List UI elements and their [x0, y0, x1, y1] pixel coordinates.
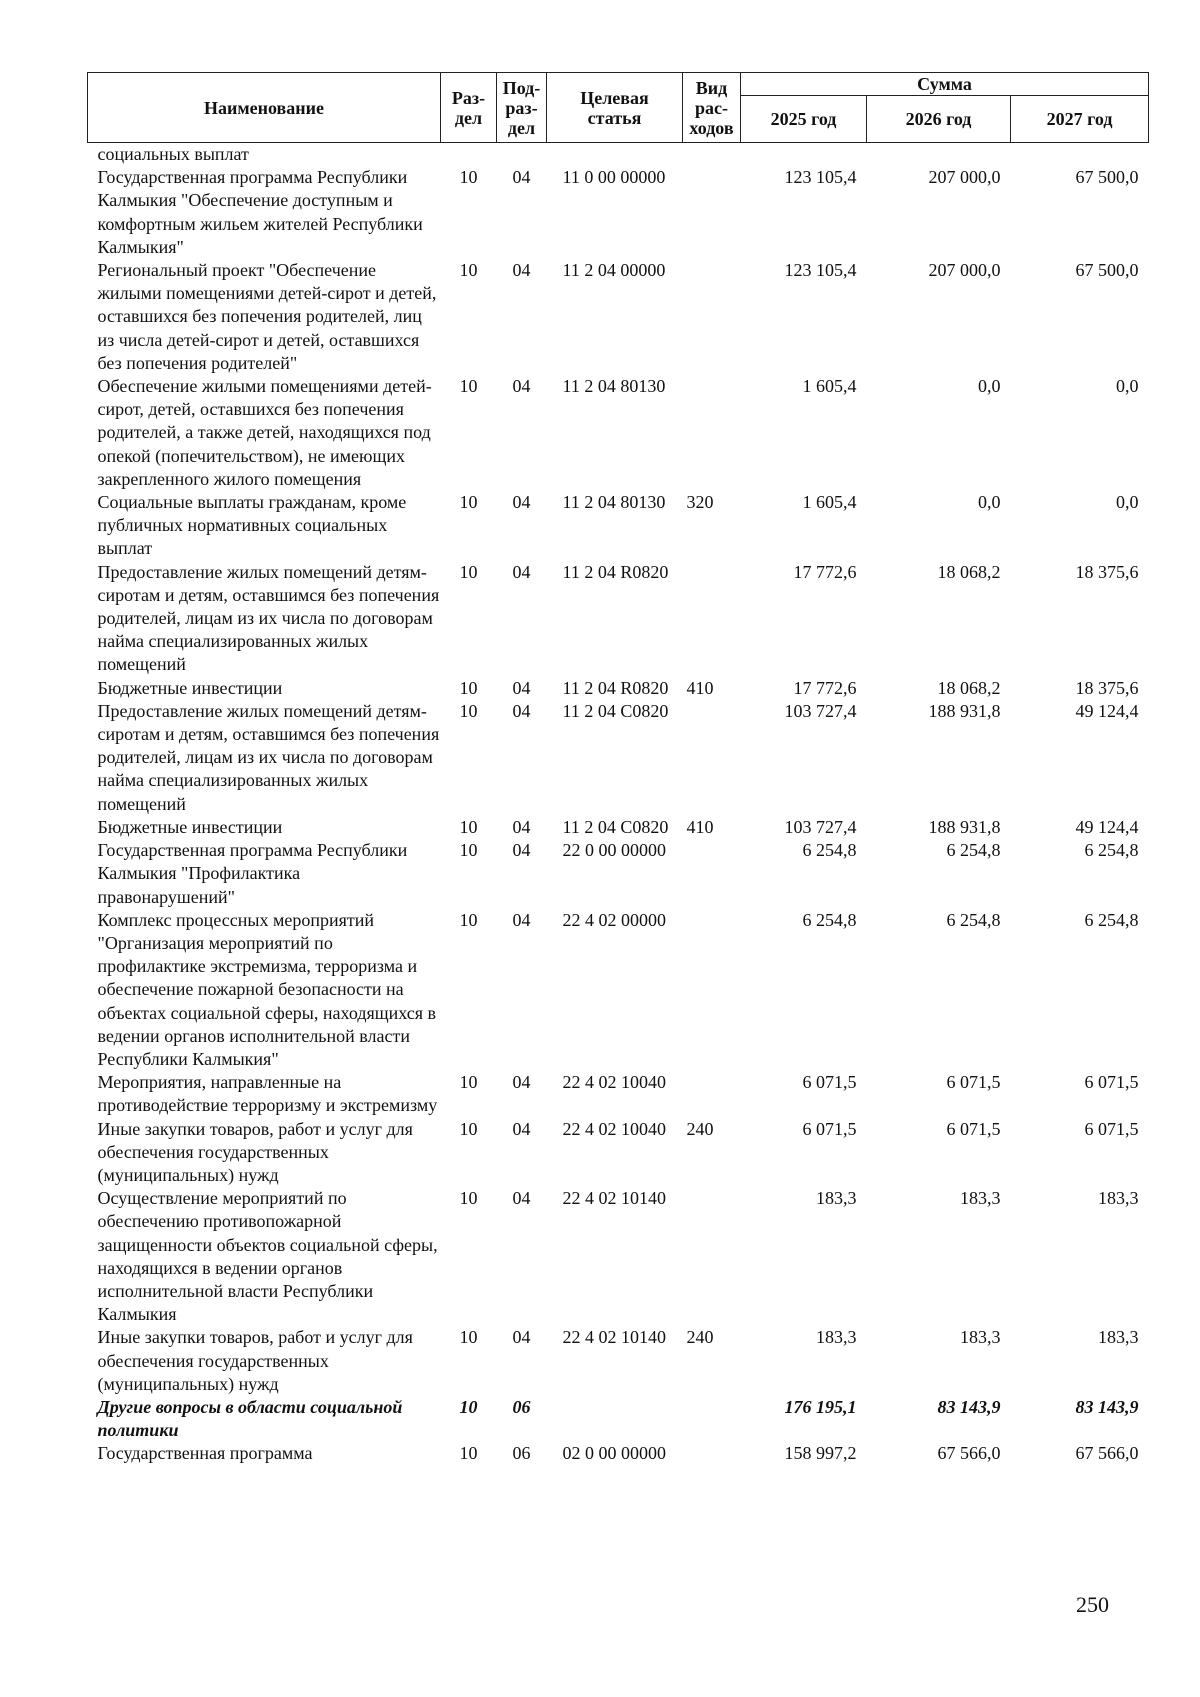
cell-name: Комплекс процессных мероприятий "Организация мероприятий по профилактике экстремизма, терроризма и обеспечение пожарной безопасности на объектах социальной сферы, находящихся в ведении органов исполнительной власти Республики Калмыкия": [97, 909, 437, 1069]
cell-razdel: 10: [459, 561, 478, 582]
cell-celevaya: 22 0 00 00000: [562, 840, 666, 861]
cell-razdel: 10: [459, 840, 478, 861]
cell-razdel: [441, 143, 497, 167]
cell-name: Иные закупки товаров, работ и услуг для обеспечения государственных (муниципальных) нужд: [97, 1118, 413, 1185]
cell-razdel: 10: [459, 167, 478, 188]
cell-podrazdel: 04: [512, 840, 531, 861]
cell-name: Социальные выплаты гражданам, кроме публичных нормативных социальных выплат: [97, 492, 407, 559]
cell-vid: [683, 839, 741, 909]
cell-celevaya: 11 2 04 80130: [562, 376, 666, 397]
cell-vid: [683, 561, 741, 677]
cell-sum-2026: 6 254,8: [946, 840, 1001, 861]
cell-podrazdel: 04: [512, 677, 531, 698]
cell-podrazdel: 06: [512, 1443, 531, 1464]
cell-sum-2026: 188 931,8: [928, 816, 1001, 837]
cell-sum-2026: 6 071,5: [946, 1118, 1001, 1139]
cell-podrazdel: 04: [512, 1118, 531, 1139]
cell-podrazdel: 04: [512, 1188, 531, 1209]
cell-name: Государственная программа: [97, 1443, 313, 1464]
budget-table: [87, 72, 1149, 1466]
cell-podrazdel: 04: [512, 816, 531, 837]
cell-sum-2025: 1 605,4: [802, 376, 857, 397]
cell-sum-2027: 67 566,0: [1075, 1443, 1139, 1464]
cell-sum-2025: 6 254,8: [802, 840, 857, 861]
table-row: [88, 491, 1149, 561]
cell-name: Бюджетные инвестиции: [97, 816, 283, 837]
cell-podrazdel: 04: [512, 909, 531, 930]
cell-sum-2025: 6 071,5: [802, 1072, 857, 1093]
cell-sum-2026: 0,0: [978, 492, 1001, 513]
cell-sum-2025: 17 772,6: [793, 677, 857, 698]
cell-sum-2027: 67 500,0: [1075, 167, 1139, 188]
header-name: Наименование: [88, 73, 441, 143]
cell-razdel: 10: [459, 1327, 478, 1348]
cell-name: Предоставление жилых помещений детям-сиротам и детям, оставшимся без попечения родителей, лицам из их числа по договорам найма специализированных жилых помещений: [97, 700, 440, 814]
cell-podrazdel: 04: [512, 1072, 531, 1093]
cell-sum-2027: 18 375,6: [1075, 677, 1139, 698]
cell-celevaya: 22 4 02 10140: [562, 1188, 666, 1209]
cell-vid: 320: [686, 492, 714, 513]
cell-celevaya: 22 4 02 00000: [562, 909, 666, 930]
cell-sum-2026: 0,0: [978, 376, 1001, 397]
table-row: [88, 816, 1149, 839]
cell-sum-2025: 176 195,1: [784, 1396, 857, 1417]
header-year-2026: 2026 год: [867, 96, 1011, 143]
cell-sum-2026: 18 068,2: [937, 561, 1001, 582]
cell-sum-2025: 103 727,4: [784, 816, 857, 837]
cell-sum-2026: 67 566,0: [937, 1443, 1001, 1464]
table-row: [88, 1118, 1149, 1188]
header-summa: Сумма: [741, 73, 1149, 96]
cell-podrazdel: 04: [512, 376, 531, 397]
cell-sum-2026: 83 143,9: [937, 1396, 1001, 1417]
page-number: 250: [1076, 1592, 1109, 1617]
cell-celevaya: 02 0 00 00000: [562, 1443, 666, 1464]
table-row: [88, 677, 1149, 700]
cell-sum-2027: 183,3: [1098, 1327, 1139, 1348]
cell-razdel: 10: [459, 260, 478, 281]
header-vid: Вид рас- ходов: [683, 73, 741, 143]
cell-sum-2025: 183,3: [816, 1188, 857, 1209]
cell-vid: [683, 1396, 741, 1442]
table-row: [88, 909, 1149, 1071]
cell-celevaya: 22 4 02 10040: [562, 1072, 666, 1093]
table-header: [88, 73, 1149, 143]
cell-name: Бюджетные инвестиции: [97, 677, 283, 698]
cell-sum-2027: 18 375,6: [1075, 561, 1139, 582]
cell-podrazdel: 04: [512, 167, 531, 188]
table-row: [88, 375, 1149, 491]
table-row: [88, 1071, 1149, 1117]
cell-sum-2025: 17 772,6: [793, 561, 857, 582]
cell-razdel: 10: [459, 909, 478, 930]
cell-sum-2026: [867, 143, 1011, 167]
cell-celevaya: 22 4 02 10040: [562, 1118, 666, 1139]
cell-sum-2025: 183,3: [816, 1327, 857, 1348]
cell-sum-2026: 188 931,8: [928, 700, 1001, 721]
cell-sum-2027: 49 124,4: [1075, 816, 1139, 837]
cell-sum-2025: 6 254,8: [802, 909, 857, 930]
cell-vid: [683, 909, 741, 1071]
table-row: [88, 839, 1149, 909]
table-row: [88, 700, 1149, 816]
cell-vid: 240: [686, 1118, 714, 1139]
cell-sum-2025: 123 105,4: [784, 167, 857, 188]
cell-name: Другие вопросы в области социальной политики: [97, 1396, 403, 1441]
cell-vid: [683, 1442, 741, 1465]
header-year-2027: 2027 год: [1011, 96, 1149, 143]
cell-name: Государственная программа Республики Калмыкия "Обеспечение доступным и комфортным жильем жителей Республики Калмыкия": [97, 167, 423, 257]
cell-podrazdel: [497, 143, 547, 167]
cell-razdel: 10: [459, 492, 478, 513]
cell-sum-2026: 6 254,8: [946, 909, 1001, 930]
cell-sum-2025: 103 727,4: [784, 700, 857, 721]
cell-sum-2027: 0,0: [1116, 376, 1139, 397]
cell-sum-2026: 6 071,5: [946, 1072, 1001, 1093]
cell-vid: 240: [686, 1327, 714, 1348]
cell-podrazdel: 04: [512, 492, 531, 513]
cell-razdel: 10: [459, 1443, 478, 1464]
cell-name: Обеспечение жилыми помещениями детей-сирот, детей, оставшихся без попечения родителей, а также детей, находящихся под опекой (попечительством), не имеющих закрепленного жилого помещения: [97, 376, 432, 489]
cell-razdel: 10: [459, 816, 478, 837]
cell-vid: [683, 1187, 741, 1326]
cell-sum-2025: 1 605,4: [802, 492, 857, 513]
cell-celevaya: 11 2 04 80130: [562, 492, 666, 513]
cell-name: Осуществление мероприятий по обеспечению противопожарной защищенности объектов социальной сферы, находящихся в ведении органов исполнительной власти Республики Калмыкия: [97, 1188, 438, 1325]
table-row: [88, 561, 1149, 677]
cell-sum-2026: 183,3: [960, 1188, 1001, 1209]
cell-razdel: 10: [459, 1118, 478, 1139]
cell-vid: [683, 259, 741, 375]
cell-sum-2027: 6 254,8: [1084, 840, 1139, 861]
cell-sum-2026: 207 000,0: [928, 260, 1001, 281]
header-podrazdel: Под- раз- дел: [497, 73, 547, 143]
cell-sum-2027: 83 143,9: [1075, 1396, 1139, 1417]
cell-vid: [683, 375, 741, 491]
cell-celevaya: [547, 1396, 683, 1442]
cell-sum-2026: 207 000,0: [928, 167, 1001, 188]
table-row: [88, 259, 1149, 375]
table-row: [88, 1396, 1149, 1442]
cell-vid: 410: [686, 677, 714, 698]
cell-sum-2027: 6 071,5: [1084, 1118, 1139, 1139]
cell-celevaya: 11 2 04 С0820: [562, 700, 669, 721]
header-razdel: Раз- дел: [441, 73, 497, 143]
cell-razdel: 10: [459, 700, 478, 721]
cell-podrazdel: 04: [512, 260, 531, 281]
cell-podrazdel: 04: [512, 1327, 531, 1348]
cell-sum-2025: 6 071,5: [802, 1118, 857, 1139]
cell-sum-2027: 67 500,0: [1075, 260, 1139, 281]
header-celevaya: Целевая статья: [547, 73, 683, 143]
cell-vid: [683, 1071, 741, 1117]
table-row: [88, 1442, 1149, 1465]
cell-sum-2025: [741, 143, 867, 167]
cell-razdel: 10: [459, 1188, 478, 1209]
cell-celevaya: 11 2 04 С0820: [562, 816, 669, 837]
cell-sum-2026: 183,3: [960, 1327, 1001, 1348]
cell-name: Государственная программа Республики Калмыкия "Профилактика правонарушений": [97, 840, 408, 907]
cell-razdel: 10: [459, 1072, 478, 1093]
budget-page: [87, 72, 1148, 1466]
cell-name: социальных выплат: [97, 144, 249, 164]
cell-podrazdel: 04: [512, 561, 531, 582]
cell-sum-2027: 6 071,5: [1084, 1072, 1139, 1093]
table-row: [88, 1326, 1149, 1396]
cell-celevaya: 11 2 04 00000: [562, 260, 666, 281]
cell-vid: [683, 166, 741, 259]
cell-sum-2025: 158 997,2: [784, 1443, 857, 1464]
cell-sum-2025: 123 105,4: [784, 260, 857, 281]
cell-name: Региональный проект "Обеспечение жилыми помещениями детей-сирот и детей, оставшихся без попечения родителей, лиц из числа детей-сирот и детей, оставшихся без попечения родителей": [97, 260, 437, 373]
table-row: [88, 143, 1149, 167]
cell-podrazdel: 06: [512, 1396, 531, 1417]
cell-sum-2027: 49 124,4: [1075, 700, 1139, 721]
table-body: [88, 143, 1149, 1466]
cell-razdel: 10: [459, 677, 478, 698]
cell-sum-2027: 0,0: [1116, 492, 1139, 513]
cell-razdel: 10: [459, 1396, 478, 1417]
cell-sum-2027: 6 254,8: [1084, 909, 1139, 930]
cell-celevaya: [547, 143, 683, 167]
table-row: [88, 166, 1149, 259]
cell-sum-2027: 183,3: [1098, 1188, 1139, 1209]
cell-celevaya: 11 0 00 00000: [562, 167, 666, 188]
cell-razdel: 10: [459, 376, 478, 397]
cell-name: Мероприятия, направленные на противодействие терроризму и экстремизму: [97, 1072, 438, 1116]
cell-sum-2026: 18 068,2: [937, 677, 1001, 698]
header-year-2025: 2025 год: [741, 96, 867, 143]
table-row: [88, 1187, 1149, 1326]
cell-celevaya: 11 2 04 R0820: [562, 677, 669, 698]
cell-celevaya: 22 4 02 10140: [562, 1327, 666, 1348]
cell-name: Иные закупки товаров, работ и услуг для обеспечения государственных (муниципальных) нужд: [97, 1327, 413, 1394]
cell-podrazdel: 04: [512, 700, 531, 721]
cell-celevaya: 11 2 04 R0820: [562, 561, 669, 582]
cell-sum-2027: [1011, 143, 1149, 167]
cell-name: Предоставление жилых помещений детям-сиротам и детям, оставшимся без попечения родителей, лицам из их числа по договорам найма специализированных жилых помещений: [97, 561, 440, 675]
cell-vid: [683, 700, 741, 816]
cell-vid: [683, 143, 741, 167]
cell-vid: 410: [686, 816, 714, 837]
